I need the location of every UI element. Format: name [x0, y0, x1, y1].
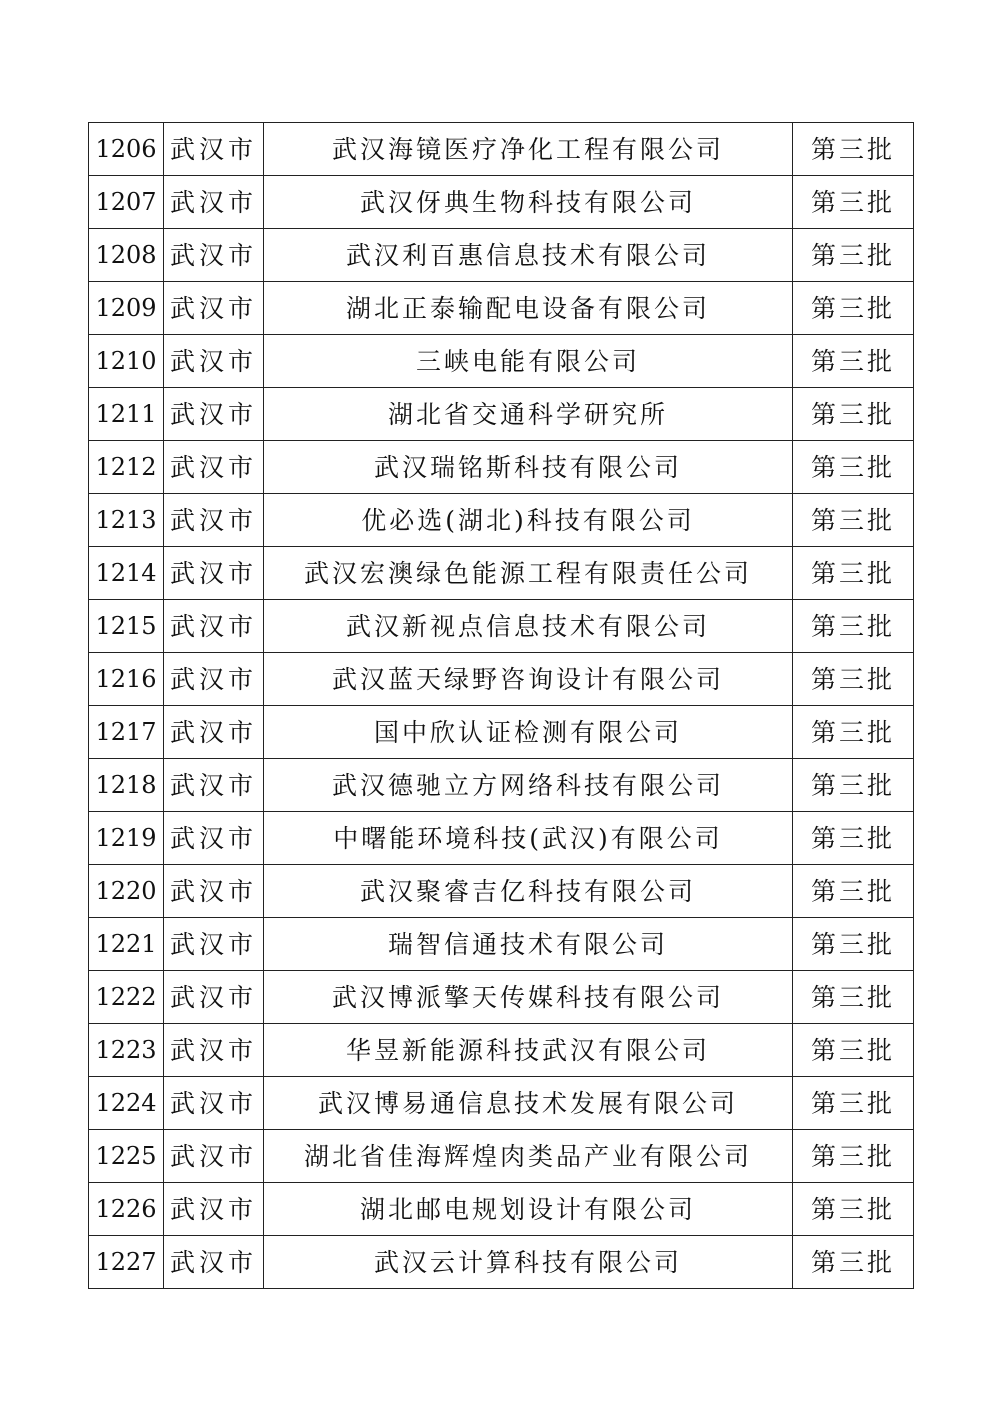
- row-batch: 第三批: [793, 1236, 914, 1289]
- row-batch: 第三批: [793, 1183, 914, 1236]
- row-city: 武汉市: [164, 759, 264, 812]
- row-city: 武汉市: [164, 176, 264, 229]
- table-row: [89, 759, 914, 812]
- row-company-name: 武汉伢典生物科技有限公司: [264, 176, 793, 229]
- row-batch: 第三批: [793, 388, 914, 441]
- row-number: 1222: [89, 971, 164, 1024]
- table-row: [89, 335, 914, 388]
- row-batch: 第三批: [793, 547, 914, 600]
- table-row: [89, 441, 914, 494]
- row-company-name: 优必选(湖北)科技有限公司: [264, 494, 793, 547]
- row-city: 武汉市: [164, 706, 264, 759]
- table-row: [89, 600, 914, 653]
- table-row: [89, 918, 914, 971]
- row-number: 1215: [89, 600, 164, 653]
- row-city: 武汉市: [164, 1077, 264, 1130]
- row-batch: 第三批: [793, 1077, 914, 1130]
- row-company-name: 中曙能环境科技(武汉)有限公司: [264, 812, 793, 865]
- row-number: 1206: [89, 123, 164, 176]
- row-company-name: 武汉宏澳绿色能源工程有限责任公司: [264, 547, 793, 600]
- row-number: 1227: [89, 1236, 164, 1289]
- row-number: 1216: [89, 653, 164, 706]
- row-number: 1211: [89, 388, 164, 441]
- row-city: 武汉市: [164, 335, 264, 388]
- table-row: [89, 1130, 914, 1183]
- table-row: [89, 706, 914, 759]
- row-batch: 第三批: [793, 229, 914, 282]
- row-company-name: 湖北省交通科学研究所: [264, 388, 793, 441]
- row-batch: 第三批: [793, 812, 914, 865]
- row-company-name: 湖北省佳海辉煌肉类品产业有限公司: [264, 1130, 793, 1183]
- table-row: [89, 494, 914, 547]
- table-row: [89, 1236, 914, 1289]
- row-batch: 第三批: [793, 282, 914, 335]
- row-city: 武汉市: [164, 388, 264, 441]
- row-batch: 第三批: [793, 600, 914, 653]
- row-city: 武汉市: [164, 441, 264, 494]
- row-number: 1217: [89, 706, 164, 759]
- row-batch: 第三批: [793, 1024, 914, 1077]
- row-company-name: 湖北正泰输配电设备有限公司: [264, 282, 793, 335]
- row-company-name: 瑞智信通技术有限公司: [264, 918, 793, 971]
- row-company-name: 武汉蓝天绿野咨询设计有限公司: [264, 653, 793, 706]
- row-number: 1221: [89, 918, 164, 971]
- row-number: 1219: [89, 812, 164, 865]
- row-company-name: 武汉云计算科技有限公司: [264, 1236, 793, 1289]
- row-company-name: 武汉博易通信息技术发展有限公司: [264, 1077, 793, 1130]
- row-company-name: 国中欣认证检测有限公司: [264, 706, 793, 759]
- table-row: [89, 229, 914, 282]
- row-number: 1213: [89, 494, 164, 547]
- company-list-body: [89, 123, 914, 1289]
- row-city: 武汉市: [164, 1130, 264, 1183]
- row-city: 武汉市: [164, 1236, 264, 1289]
- row-company-name: 武汉利百惠信息技术有限公司: [264, 229, 793, 282]
- row-company-name: 武汉博派擎天传媒科技有限公司: [264, 971, 793, 1024]
- row-company-name: 武汉德驰立方网络科技有限公司: [264, 759, 793, 812]
- row-city: 武汉市: [164, 282, 264, 335]
- row-batch: 第三批: [793, 918, 914, 971]
- row-batch: 第三批: [793, 176, 914, 229]
- row-company-name: 武汉瑞铭斯科技有限公司: [264, 441, 793, 494]
- row-batch: 第三批: [793, 706, 914, 759]
- row-city: 武汉市: [164, 653, 264, 706]
- row-batch: 第三批: [793, 971, 914, 1024]
- row-city: 武汉市: [164, 494, 264, 547]
- row-city: 武汉市: [164, 812, 264, 865]
- table-row: [89, 388, 914, 441]
- row-number: 1208: [89, 229, 164, 282]
- row-city: 武汉市: [164, 918, 264, 971]
- row-city: 武汉市: [164, 229, 264, 282]
- row-number: 1224: [89, 1077, 164, 1130]
- table-row: [89, 971, 914, 1024]
- row-company-name: 湖北邮电规划设计有限公司: [264, 1183, 793, 1236]
- table-row: [89, 176, 914, 229]
- row-number: 1218: [89, 759, 164, 812]
- table-row: [89, 1077, 914, 1130]
- row-city: 武汉市: [164, 123, 264, 176]
- row-company-name: 武汉聚睿吉亿科技有限公司: [264, 865, 793, 918]
- row-company-name: 三峡电能有限公司: [264, 335, 793, 388]
- row-company-name: 武汉新视点信息技术有限公司: [264, 600, 793, 653]
- table-row: [89, 1024, 914, 1077]
- row-number: 1226: [89, 1183, 164, 1236]
- row-batch: 第三批: [793, 759, 914, 812]
- row-batch: 第三批: [793, 653, 914, 706]
- row-number: 1223: [89, 1024, 164, 1077]
- table-row: [89, 812, 914, 865]
- row-number: 1225: [89, 1130, 164, 1183]
- table-row: [89, 653, 914, 706]
- table-row: [89, 1183, 914, 1236]
- row-batch: 第三批: [793, 1130, 914, 1183]
- row-company-name: 武汉海镜医疗净化工程有限公司: [264, 123, 793, 176]
- row-batch: 第三批: [793, 335, 914, 388]
- row-city: 武汉市: [164, 1024, 264, 1077]
- row-number: 1210: [89, 335, 164, 388]
- row-city: 武汉市: [164, 1183, 264, 1236]
- row-city: 武汉市: [164, 600, 264, 653]
- row-batch: 第三批: [793, 494, 914, 547]
- row-batch: 第三批: [793, 441, 914, 494]
- row-number: 1209: [89, 282, 164, 335]
- table-row: [89, 865, 914, 918]
- row-city: 武汉市: [164, 865, 264, 918]
- table-row: [89, 123, 914, 176]
- row-number: 1207: [89, 176, 164, 229]
- row-number: 1214: [89, 547, 164, 600]
- row-company-name: 华昱新能源科技武汉有限公司: [264, 1024, 793, 1077]
- row-number: 1212: [89, 441, 164, 494]
- row-batch: 第三批: [793, 123, 914, 176]
- company-list-table: [88, 122, 914, 1289]
- row-number: 1220: [89, 865, 164, 918]
- row-city: 武汉市: [164, 971, 264, 1024]
- table-row: [89, 547, 914, 600]
- row-batch: 第三批: [793, 865, 914, 918]
- table-row: [89, 282, 914, 335]
- row-city: 武汉市: [164, 547, 264, 600]
